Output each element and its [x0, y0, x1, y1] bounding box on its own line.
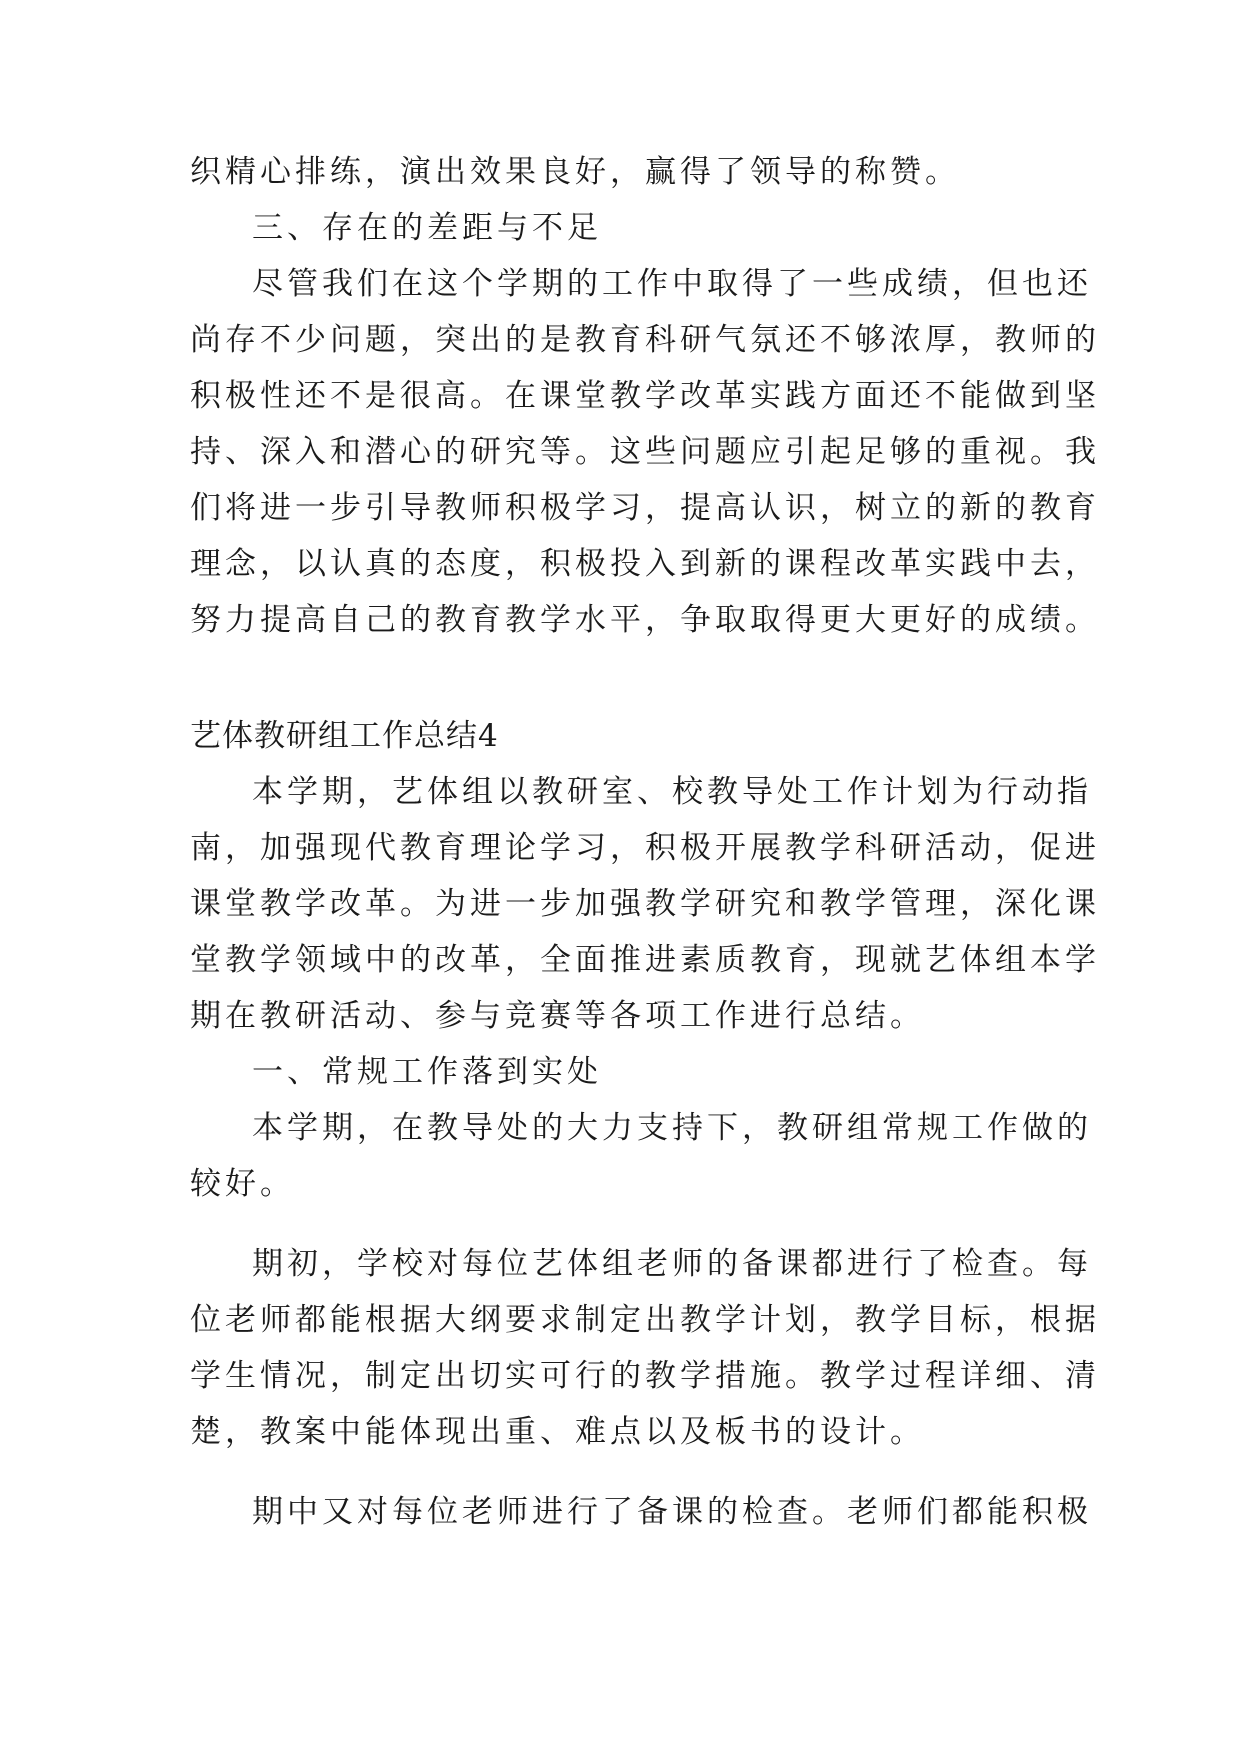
document-title: 艺体教研组工作总结4: [190, 718, 499, 754]
text-line: 期在教研活动、参与竞赛等各项工作进行总结。: [190, 998, 925, 1034]
text-line: 本学期，艺体组以教研室、校教导处工作计划为行动指: [252, 774, 1092, 810]
text-line: 努力提高自己的教育教学水平，争取取得更大更好的成绩。: [190, 602, 1100, 638]
text-line: 积极性还不是很高。在课堂教学改革实践方面还不能做到坚: [190, 378, 1100, 414]
text-line: 南，加强现代教育理论学习，积极开展教学科研活动，促进: [190, 830, 1100, 866]
text-line: 学生情况，制定出切实可行的教学措施。教学过程详细、清: [190, 1358, 1100, 1394]
text-line: 课堂教学改革。为进一步加强教学研究和教学管理，深化课: [190, 886, 1100, 922]
section-heading: 一、常规工作落到实处: [252, 1054, 602, 1090]
text-line: 们将进一步引导教师积极学习，提高认识，树立的新的教育: [190, 490, 1100, 526]
text-line: 较好。: [190, 1166, 295, 1202]
text-line: 尚存不少问题，突出的是教育科研气氛还不够浓厚，教师的: [190, 322, 1100, 358]
text-line: 本学期，在教导处的大力支持下，教研组常规工作做的: [252, 1110, 1092, 1146]
text-line: 尽管我们在这个学期的工作中取得了一些成绩，但也还: [252, 266, 1092, 302]
section-heading: 三、存在的差距与不足: [252, 210, 602, 246]
text-line: 期初，学校对每位艺体组老师的备课都进行了检查。每: [252, 1246, 1092, 1282]
text-line: 织精心排练，演出效果良好，赢得了领导的称赞。: [190, 154, 960, 190]
text-line: 楚，教案中能体现出重、难点以及板书的设计。: [190, 1414, 925, 1450]
text-line: 持、深入和潜心的研究等。这些问题应引起足够的重视。我: [190, 434, 1100, 470]
text-line: 理念，以认真的态度，积极投入到新的课程改革实践中去，: [190, 546, 1100, 582]
text-line: 堂教学领域中的改革，全面推进素质教育，现就艺体组本学: [190, 942, 1100, 978]
text-line: 位老师都能根据大纲要求制定出教学计划，教学目标，根据: [190, 1302, 1100, 1338]
text-line: 期中又对每位老师进行了备课的检查。老师们都能积极: [252, 1494, 1092, 1530]
